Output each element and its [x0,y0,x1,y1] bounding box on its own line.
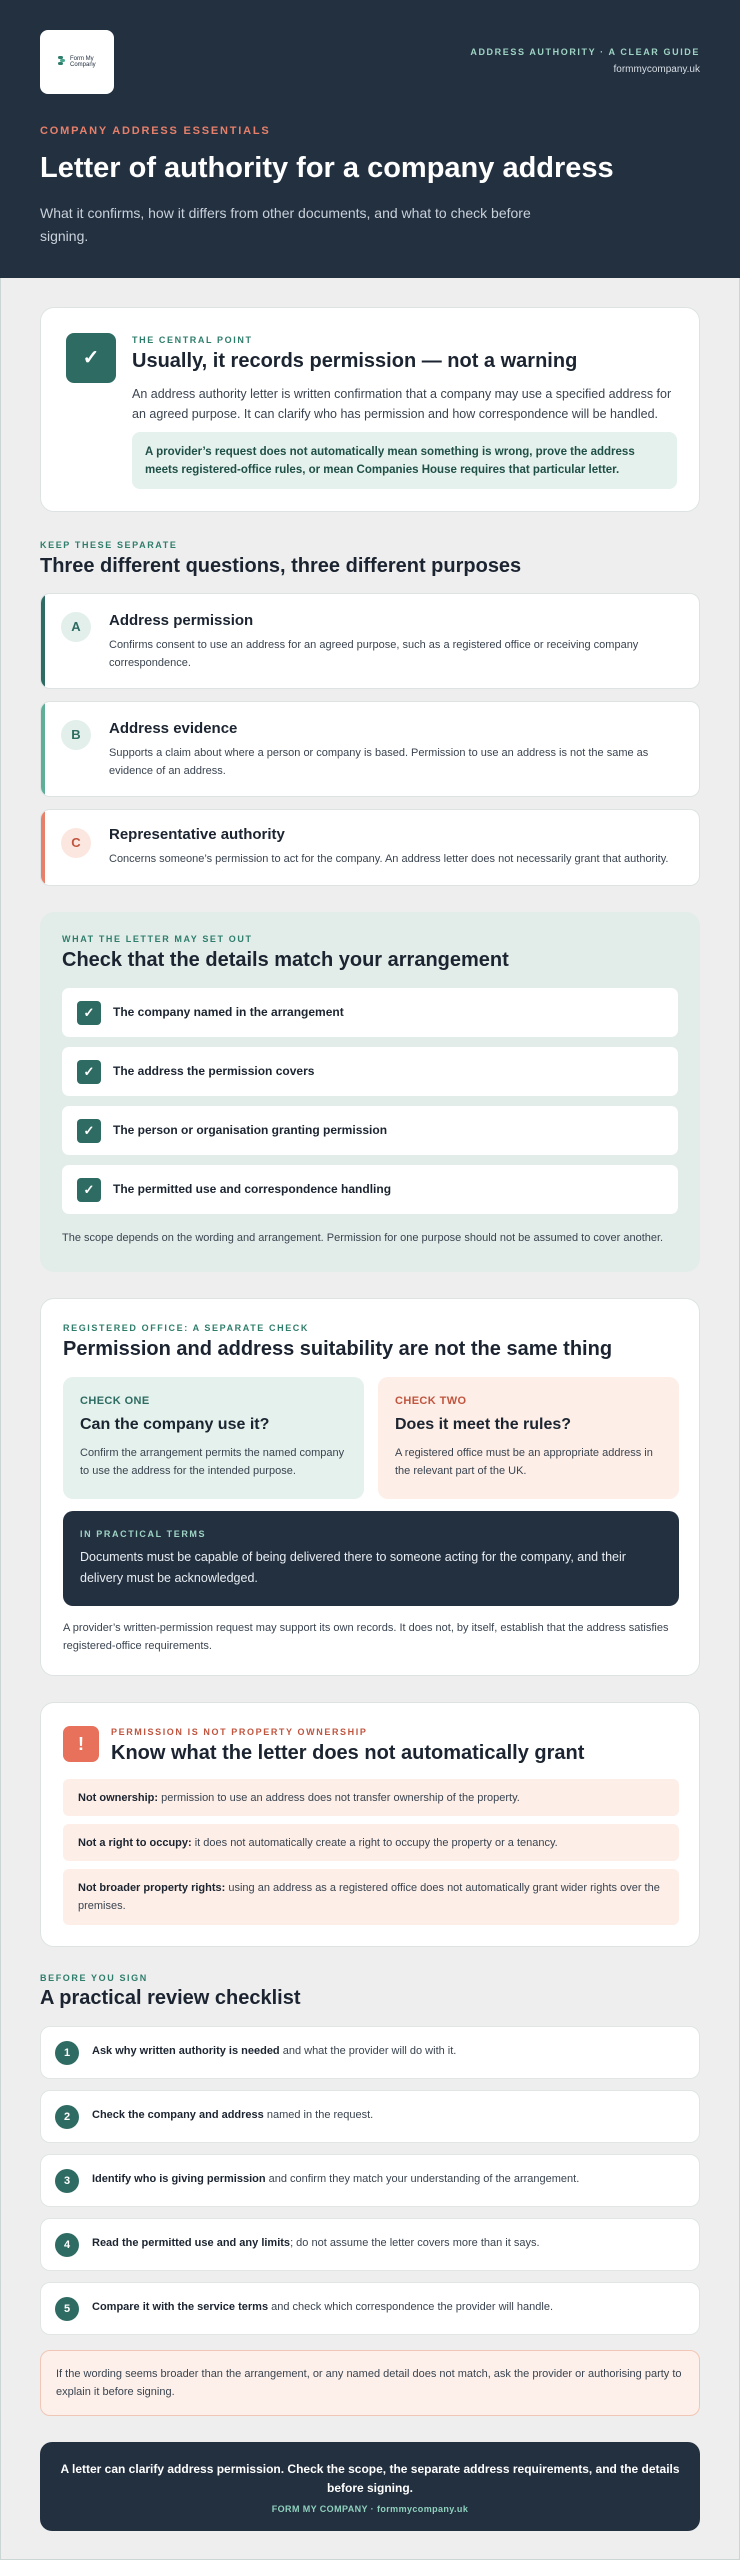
check-two-box [378,1377,679,1499]
step-text [92,2237,682,2249]
letter-badge: B [61,720,91,750]
check-icon: ✓ [66,333,116,383]
step-lead: Ask why written authority is needed [92,2045,280,2057]
central-title: Usually, it records permission — not a warning [132,350,578,372]
checklist-item [40,2282,700,2335]
checkbox-icon: ✓ [77,1060,101,1084]
not-property-card [40,1702,700,1947]
central-body: An address authority letter is written confirmation that a company may use a specified address for an agreed purpose. It can clarify who has permission and how correspondence will be handled. [132,387,672,421]
footer-message: A letter can clarify address permission. Check the scope, the separate address requirements, and the details before signing. [60,2462,680,2495]
logo-text: Form My Company [70,56,96,68]
logo-mark-icon [58,56,67,66]
item-text: permission to use an address does not transfer ownership of the property. [158,1792,520,1804]
checkbox-icon: ✓ [77,1178,101,1202]
warning-icon: ! [63,1726,99,1762]
step-rest: and confirm they match your understanding of the arrangement. [265,2173,580,2185]
step-text [92,2045,682,2057]
item-text: it does not automatically create a right to occupy the property or a tenancy. [191,1837,558,1849]
detail-item [62,1165,678,1214]
step-number: 2 [55,2105,79,2129]
checkbox-icon: ✓ [77,1119,101,1143]
central-kicker: THE CENTRAL POINT [132,335,253,345]
registered-office-card [40,1298,700,1676]
check-two-kicker: CHECK TWO [395,1395,467,1407]
item-desc: Confirms consent to use an address for an agreed purpose, such as a registered office or receiving company correspondence. [109,639,639,669]
central-point-card [40,307,700,512]
registered-footnote: A provider’s written-permission request may support its own records. It does not, by itself, establish that the address satisfies registered-office requirements. [63,1622,669,1652]
footer-brand: FORM MY COMPANY [271,2504,368,2514]
footer-brand-line [40,2504,700,2514]
accent-bar [41,594,45,688]
not-granted-item [63,1869,679,1925]
step-rest: ; do not assume the letter covers more than it says. [290,2237,540,2249]
item-title: Representative authority [109,826,285,843]
accent-bar [41,810,45,885]
step-lead: Identify who is giving permission [92,2173,266,2185]
not-granted-item [63,1824,679,1861]
page-subtitle: What it confirms, how it differs from other documents, and what to check before signing. [40,205,531,244]
checklist-item [40,2090,700,2143]
separate-title: Three different questions, three different purposes [40,555,522,577]
step-number: 1 [55,2041,79,2065]
footer-banner [40,2442,700,2531]
registered-title: Permission and address suitability are not the same thing [63,1338,613,1360]
practical-body: Documents must be capable of being delivered there to someone acting for the company, and their delivery must be acknowledged. [80,1550,626,1585]
letter-badge: C [61,828,91,858]
checklist-item [40,2218,700,2271]
details-title: Check that the details match your arrangement [62,949,509,971]
letter-badge: A [61,612,91,642]
item-lead: Not a right to occupy: [78,1837,192,1849]
step-text [92,2109,682,2121]
hero-kicker: COMPANY ADDRESS ESSENTIALS [40,125,271,137]
detail-item [62,988,678,1037]
separate-item-b [40,701,700,797]
footer-site-link[interactable]: formmycompany.uk [376,2504,469,2514]
check-two-title: Does it meet the rules? [395,1416,572,1433]
header-banner [0,0,740,278]
step-lead: Read the permitted use and any limits [92,2237,291,2249]
item-lead: Not broader property rights: [78,1882,226,1894]
not-property-kicker: PERMISSION IS NOT PROPERTY OWNERSHIP [111,1727,368,1737]
item-title: Address permission [109,612,254,629]
practical-terms-box [63,1511,679,1606]
checklist-item [40,2026,700,2079]
guide-kicker: ADDRESS AUTHORITY · A CLEAR GUIDE [470,47,700,57]
detail-item [62,1047,678,1096]
accent-bar [41,702,45,796]
step-rest: and what the provider will do with it. [279,2045,457,2057]
detail-label: The permitted use and correspondence handling [113,1182,392,1196]
letter-details-panel [40,912,700,1272]
step-text [92,2301,682,2313]
checkbox-icon: ✓ [77,1001,101,1025]
check-one-title: Can the company use it? [80,1416,270,1433]
step-lead: Compare it with the service terms [92,2301,269,2313]
step-number: 3 [55,2169,79,2193]
step-number: 5 [55,2297,79,2321]
item-desc: Supports a claim about where a person or company is based. Permission to use an address is not the same as evidence of an address. [109,747,649,777]
detail-label: The company named in the arrangement [113,1005,344,1019]
checklist-item [40,2154,700,2207]
details-footnote: The scope depends on the wording and arrangement. Permission for one purpose should not be assumed to cover another. [62,1232,664,1244]
check-one-box [63,1377,364,1499]
not-granted-item [63,1779,679,1816]
item-desc: Concerns someone’s permission to act for the company. An address letter does not necessarily grant that authority. [109,853,669,865]
footer-separator: · [370,2504,375,2514]
checklist-kicker: BEFORE YOU SIGN [40,1973,148,1983]
checklist-title: A practical review checklist [40,1987,301,2009]
not-property-title: Know what the letter does not automatically grant [111,1742,585,1764]
checklist-note: If the wording seems broader than the arrangement, or any named detail does not match, ask the provider or authorising party to explain it before signing. [40,2350,700,2416]
practical-kicker: IN PRACTICAL TERMS [80,1529,207,1539]
site-url: formmycompany.uk [613,64,700,75]
separate-item-c [40,809,700,886]
separate-item-a [40,593,700,689]
step-rest: named in the request. [263,2109,374,2121]
check-one-kicker: CHECK ONE [80,1395,150,1407]
item-text: using an address as a registered office does not automatically grant wider rights over the premises. [78,1882,660,1912]
details-kicker: WHAT THE LETTER MAY SET OUT [62,934,253,944]
check-one-body: Confirm the arrangement permits the named company to use the address for the intended purpose. [80,1447,345,1477]
item-title: Address evidence [109,720,238,737]
detail-label: The address the permission covers [113,1064,315,1078]
page-title: Letter of authority for a company address [40,152,614,184]
step-number: 4 [55,2233,79,2257]
step-rest: and check which correspondence the provider will handle. [268,2301,554,2313]
detail-item [62,1106,678,1155]
check-two-body: A registered office must be an appropriate address in the relevant part of the UK. [395,1447,653,1477]
step-lead: Check the company and address [92,2109,264,2121]
detail-label: The person or organisation granting permission [113,1123,388,1137]
step-text [92,2173,682,2185]
central-note: A provider’s request does not automatically mean something is wrong, prove the address meets registered-office rules, or mean Companies House requires that particular letter. [132,432,677,489]
site-logo[interactable] [40,30,114,94]
separate-kicker: KEEP THESE SEPARATE [40,540,178,550]
item-lead: Not ownership: [78,1792,159,1804]
registered-kicker: REGISTERED OFFICE: A SEPARATE CHECK [63,1323,310,1333]
